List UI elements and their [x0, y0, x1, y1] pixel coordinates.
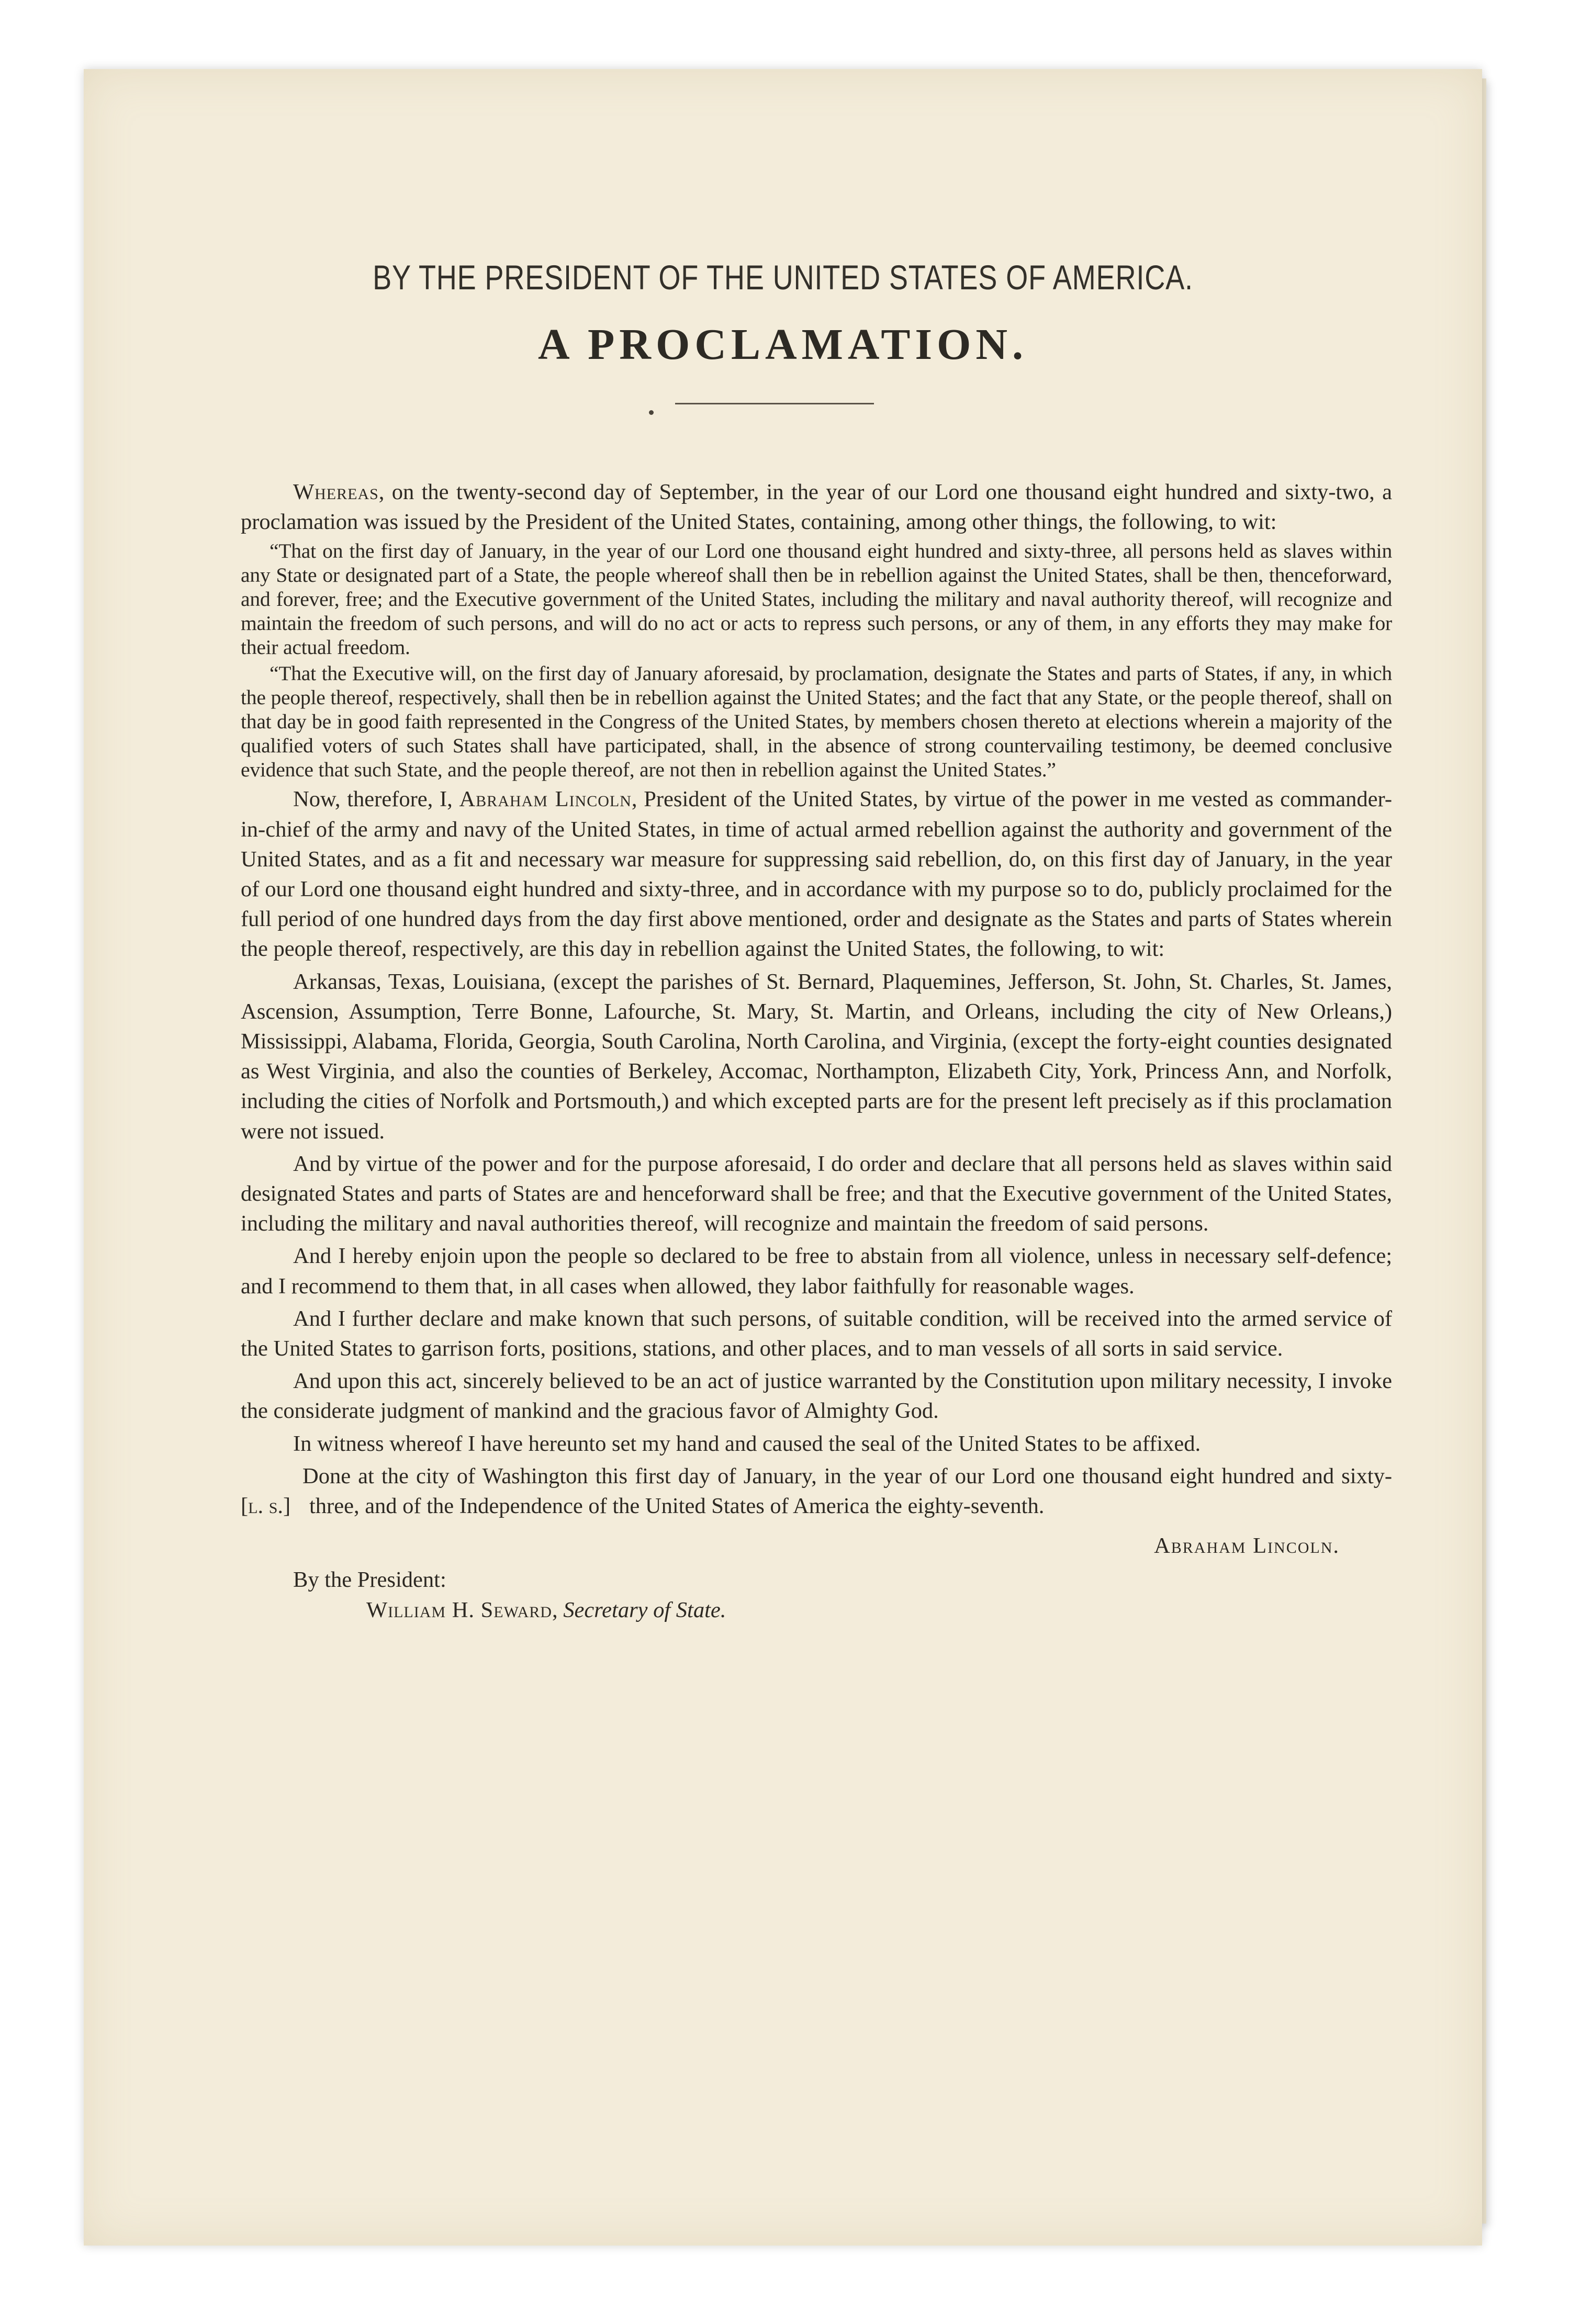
quote-first: “That on the first day of January, in the year of our Lord one thousand eight hundred and sixty-three, all persons held as slaves within any State or designated part of a State, the people whereof shall then be in rebellion against the United States, shall be then, thenceforward, and forever, free; and the Executive government of the United States, including the military and naval authority thereof, will recognize and maintain the freedom of such persons, and will do no act or acts to repress such persons, or any of them, in any efforts they may make for their actual freedom.: [241, 539, 1392, 659]
paragraph-witness: In witness whereof I have hereunto set my hand and caused the seal of the United States to be affixed.: [293, 1431, 1201, 1456]
paragraph-justice: And upon this act, sincerely believed to be an act of justice warranted by the Constitution upon military necessity, I invoke the considerate judgment of mankind and the gracious favor of Almighty God.: [241, 1369, 1392, 1424]
title-rule: [675, 403, 874, 404]
seward-name: William H. Seward: [366, 1597, 552, 1622]
seal-mark: [l. s.]: [241, 1493, 291, 1518]
paragraph-states-list: Arkansas, Texas, Louisiana, (except the parishes of St. Bernard, Plaquemines, Jefferson, St. John, St. Charles, St. James, Ascension, Assumption, Terre Bonne, Lafourche, St. Mary, St. Martin, and Orleans, including the city of New Orleans,) Mississippi, Alabama, Florida, Georgia, South Carolina, North Carolina, and Virginia, (except the forty-eight counties designated as West Virginia, and also the counties of Berkeley, Accomac, Northampton, Elizabeth City, York, Princess Ann, and Norfolk, including the cities of Norfolk and Portsmouth,) and which excepted parts are for the present left precisely as if this proclamation were not issued.: [241, 969, 1392, 1144]
seward-title: Secretary of State.: [563, 1597, 726, 1622]
countersignature-seward: [366, 1595, 1392, 1625]
now-therefore-prefix: Now, therefore, I,: [293, 787, 459, 812]
paragraph-armed-service: And I further declare and make known that such persons, of suitable condition, will be received into the armed service of the United States to garrison forts, positions, stations, and other places, and to man vessels of all sorts in said service.: [241, 1306, 1392, 1361]
paragraph-whereas: [241, 477, 1392, 537]
paragraph-declare-free: And by virtue of the power and for the purpose aforesaid, I do order and declare that all persons held as slaves within said designated States and parts of States are and henceforward shall be free; and that the Executive government of the United States, including the military and naval authorities thereof, will recognize and maintain the freedom of said persons.: [241, 1151, 1392, 1236]
whereas-lead: Whereas: [293, 480, 379, 504]
proclamation-page: [84, 69, 1482, 2246]
by-the-president: By the President:: [293, 1567, 446, 1593]
signature-lincoln: Abraham Lincoln.: [1154, 1533, 1340, 1559]
whereas-text: , on the twenty-second day of September, in the year of our Lord one thousand eight hundred and sixty-two, a proclamation was issued by the President of the United States, containing, among other things, the following, to wit:: [241, 480, 1392, 535]
proclamation-body: [241, 477, 1392, 1625]
president-name: Abraham Lincoln: [459, 787, 632, 812]
now-therefore-text: , President of the United States, by virtue of the power in me vested as commander-in-chief of the army and navy of the United States, in time of actual armed rebellion against the authority and government of the United States, and as a fit and necessary war measure for suppressing said rebellion, do, on this first day of January, in the year of our Lord one thousand eight hundred and sixty-three, and in accordance with my purpose so to do, publicly proclaimed for the full period of one hundred days from the day first above mentioned, order and designate as the States and parts of States wherein the people thereof, respectively, are this day in rebellion against the United States, the following, to wit:: [241, 787, 1392, 962]
paragraph-now-therefore: [241, 784, 1392, 964]
done-at-text: Done at the city of Washington this first day of January, in the year of our Lord one thousand eight hundred and sixty-three, and of the Independence of the United States of America the eighty-seventh.: [302, 1463, 1392, 1519]
ornament-dot: [649, 410, 654, 415]
document-title: A PROCLAMATION.: [537, 320, 1028, 369]
paragraph-enjoin: And I hereby enjoin upon the people so declared to be free to abstain from all violence, unless in necessary self-defence; and I recommend to them that, in all cases when allowed, they labor faithfully for reasonable wages.: [241, 1244, 1392, 1299]
document-heading: BY THE PRESIDENT OF THE UNITED STATES OF AMERICA.: [373, 258, 1193, 297]
quote-second: “That the Executive will, on the first day of January aforesaid, by proclamation, designate the States and parts of States, if any, in which the people thereof, respectively, shall then be in rebellion against the United States; and the fact that any State, or the people thereof, shall on that day be in good faith represented in the Congress of the United States, by members chosen thereto at elections wherein a majority of the qualified voters of such States shall have participated, shall, in the absence of strong countervailing testimony, be deemed conclusive evidence that such State, and the people thereof, are not then in rebellion against the United States.”: [241, 662, 1392, 781]
paragraph-done-at: [241, 1461, 1392, 1524]
seward-separator: ,: [552, 1597, 564, 1622]
